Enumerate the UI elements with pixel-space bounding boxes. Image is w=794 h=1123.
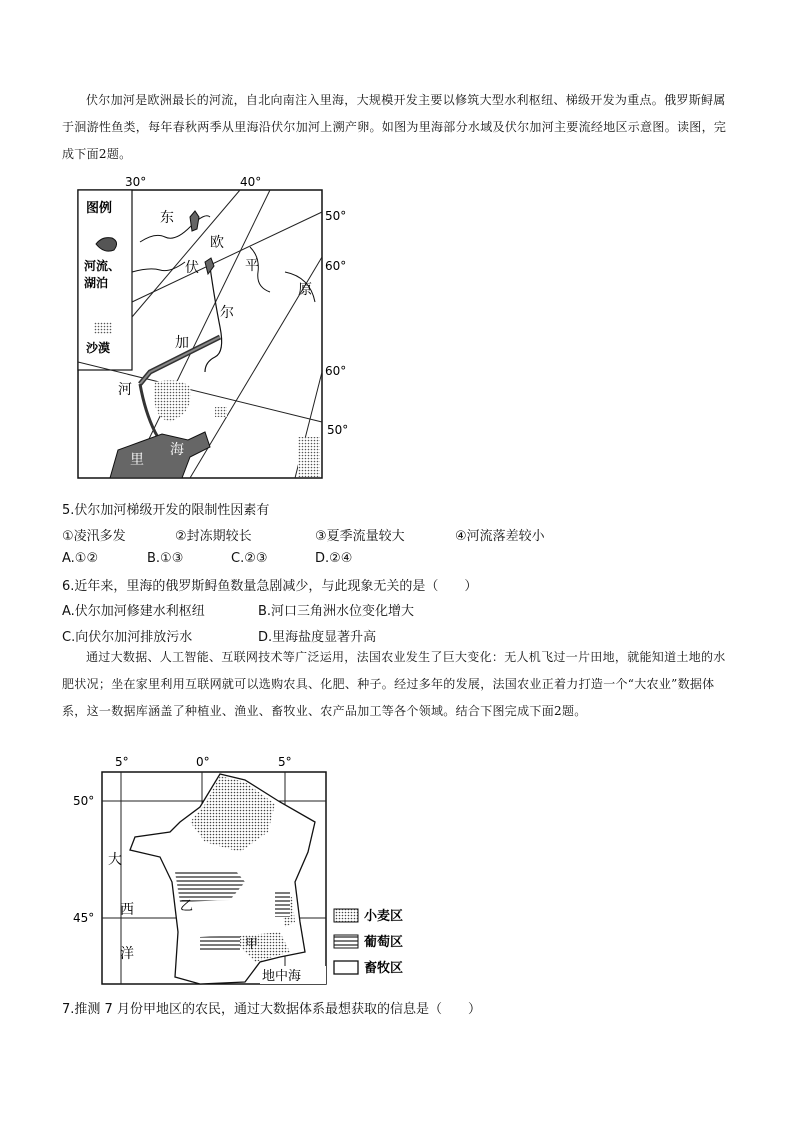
legend-desert-symbol <box>94 322 112 334</box>
intro-paragraph-france: 通过大数据、人工智能、互联网技术等广泛运用，法国农业发生了巨大变化：无人机飞过一片田地，就能知道土地的水肥状况；坐在家里利用互联网就可以选购农具、化肥、种子。经过多年的发展，法国农业正着力打造一个“大农业”数据体系，这一数据库涵盖了种植业、渔业、畜牧业、农产品加工等各个领域。结合下图完成下面2题。 <box>62 650 726 718</box>
legend-grape-label: 葡萄区 <box>364 935 404 950</box>
q7-stem: 7.推测 7 月份甲地区的农民，通过大数据体系最想获取的信息是（ ） <box>62 1002 481 1017</box>
label-er: 尔 <box>220 305 234 321</box>
label-lon-60-upper: 60° <box>325 259 347 273</box>
q5-item-1: ①凌汛多发 <box>62 529 126 544</box>
q5-option-c[interactable]: C.②③ <box>231 551 268 566</box>
q5-item-2: ②封冻期较长 <box>175 529 252 544</box>
label-lat-50: 50° <box>325 209 347 223</box>
label-he: 河 <box>118 382 132 398</box>
label-ping: 平 <box>245 258 259 274</box>
q6-option-c[interactable]: C.向伏尔加河排放污水 <box>62 630 193 645</box>
legend-grape-symbol <box>334 935 358 948</box>
label-lat-45: 45° <box>73 911 95 925</box>
label-ou: 欧 <box>210 235 224 251</box>
label-lon-30: 30° <box>125 175 147 189</box>
desert-2 <box>215 407 227 417</box>
legend-wheat-symbol <box>334 909 358 922</box>
grape-east <box>275 892 290 917</box>
intro-paragraph-volga: 伏尔加河是欧洲最长的河流，自北向南注入里海，大规模开发主要以修筑大型水利枢纽、梯级开发为重点。俄罗斯鲟属于洄游性鱼类，每年春秋两季从里海沿伏尔加河上溯产卵。如图为里海部分水域及伏尔加河主要流经地区示意图。读图，完成下面2题。 <box>62 93 727 161</box>
q6-option-b[interactable]: B.河口三角洲水位变化增大 <box>258 604 415 619</box>
volga-map <box>70 172 360 482</box>
label-lat-50-lower: 50° <box>327 423 349 437</box>
q5-option-b[interactable]: B.①③ <box>147 551 184 566</box>
label-lon-w5: 5° <box>115 755 129 769</box>
label-jia: 甲 <box>245 937 259 952</box>
q6-stem: 6.近年来，里海的俄罗斯鲟鱼数量急剧减少，与此现象无关的是（ ） <box>62 579 478 594</box>
legend-river-label: 河流、 <box>84 259 121 273</box>
q5-stem: 5.伏尔加河梯级开发的限制性因素有 <box>62 503 270 518</box>
label-mediterranean: 地中海 <box>262 969 302 984</box>
label-yuan: 原 <box>298 282 312 298</box>
legend-pasture-label: 畜牧区 <box>364 961 404 976</box>
q6-option-a[interactable]: A.伏尔加河修建水利枢纽 <box>62 604 205 619</box>
label-lon-60-lower: 60° <box>325 364 347 378</box>
label-lon-0: 0° <box>196 755 210 769</box>
label-lon-40: 40° <box>240 175 262 189</box>
q5-item-4: ④河流落差较小 <box>455 529 545 544</box>
france-map <box>73 752 420 990</box>
label-ocean-da: 大 <box>108 852 122 868</box>
label-ocean-xi: 西 <box>120 902 134 918</box>
label-jia: 加 <box>175 335 189 351</box>
legend-wheat-label: 小麦区 <box>364 909 404 924</box>
grape-south <box>200 935 240 952</box>
label-lat-50: 50° <box>73 794 95 808</box>
legend-desert-label: 沙漠 <box>86 341 111 355</box>
france-map-svg <box>73 752 420 990</box>
legend-lake-label: 湖泊 <box>84 276 109 290</box>
label-ocean-yang: 洋 <box>120 946 134 962</box>
label-li: 里 <box>130 452 144 468</box>
q6-option-d[interactable]: D.里海盐度显著升高 <box>258 630 377 645</box>
q5-option-a[interactable]: A.①② <box>62 551 99 566</box>
q5-option-d[interactable]: D.②④ <box>315 551 353 566</box>
label-yi: 乙 <box>180 899 194 914</box>
legend-pasture-symbol <box>334 961 358 974</box>
q5-item-3: ③夏季流量较大 <box>315 529 405 544</box>
legend-title: 图例 <box>86 201 113 216</box>
label-dong: 东 <box>160 210 174 226</box>
label-fu: 伏 <box>185 260 199 276</box>
label-lon-e5: 5° <box>278 755 292 769</box>
desert-3 <box>298 437 320 477</box>
volga-map-svg <box>70 172 360 482</box>
label-hai: 海 <box>170 442 184 458</box>
